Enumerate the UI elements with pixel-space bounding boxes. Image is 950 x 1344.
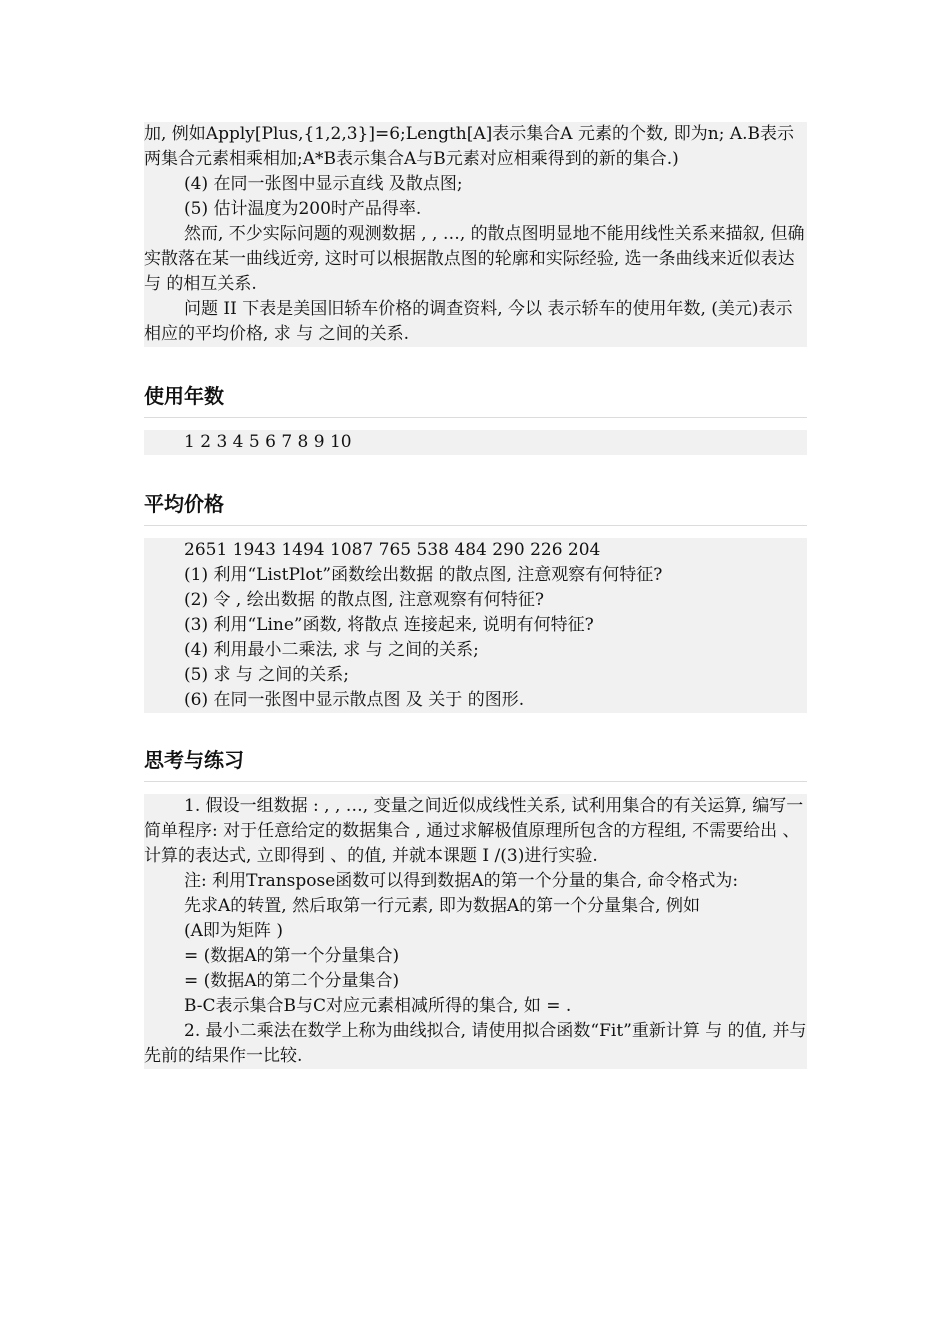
- document-page: [144, 122, 807, 1069]
- step-5-line: (5) 估计温度为200时产品得率.: [184, 199, 422, 219]
- matrix-note: (A即为矩阵 ): [184, 921, 283, 941]
- nonlinear-paragraph: 然而, 不少实际问题的观测数据 , , …, 的散点图明显地不能用线性关系来描叙, 但确实散落在某一曲线近旁, 这时可以根据散点图的轮廓和实际经验, 选一条曲线来近似表达 与 的相互关系.: [144, 224, 805, 294]
- task-item: (6) 在同一张图中显示散点图 及 关于 的图形.: [184, 690, 525, 710]
- price-block: [144, 538, 807, 713]
- first-component-line: = (数据A的第一个分量集合): [184, 946, 400, 966]
- intro-paragraph: 加, 例如Apply[Plus,{1,2,3}]=6;Length[A]表示集合A 元素的个数, 即为n; A.B表示两集合元素相乘相加;A*B表示集合A与B元素对应相乘得到的新的集合.): [144, 124, 795, 169]
- subtraction-note: B-C表示集合B与C对应元素相减所得的集合, 如 = .: [184, 996, 572, 1016]
- price-heading: 平均价格: [144, 489, 807, 526]
- second-component-line: = (数据A的第二个分量集合): [184, 971, 400, 991]
- task-item: (1) 利用“ListPlot”函数绘出数据 的散点图, 注意观察有何特征?: [184, 565, 663, 585]
- step-4-line: (4) 在同一张图中显示直线 及散点图;: [184, 174, 463, 194]
- exercise-block: [144, 794, 807, 1069]
- problem-2-paragraph: 问题 II 下表是美国旧轿车价格的调查资料, 今以 表示轿车的使用年数, (美元)表示相应的平均价格, 求 与 之间的关系.: [144, 299, 793, 344]
- task-item: (3) 利用“Line”函数, 将散点 连接起来, 说明有何特征?: [184, 615, 594, 635]
- transpose-explanation: 先求A的转置, 然后取第一行元素, 即为数据A的第一个分量集合, 例如: [184, 896, 700, 916]
- price-values: 2651 1943 1494 1087 765 538 484 290 226 204: [184, 540, 601, 560]
- years-values: 1 2 3 4 5 6 7 8 9 10: [184, 432, 352, 452]
- years-block: [144, 430, 807, 455]
- task-item: (5) 求 与 之间的关系;: [184, 665, 350, 685]
- task-item: (4) 利用最小二乘法, 求 与 之间的关系;: [184, 640, 479, 660]
- years-heading: 使用年数: [144, 381, 807, 418]
- exercise-heading: 思考与练习: [144, 745, 807, 782]
- intro-block: [144, 122, 807, 347]
- exercise-2-paragraph: 2. 最小二乘法在数学上称为曲线拟合, 请使用拟合函数“Fit”重新计算 与 的值, 并与先前的结果作一比较.: [144, 1021, 807, 1066]
- transpose-note: 注: 利用Transpose函数可以得到数据A的第一个分量的集合, 命令格式为:: [184, 871, 739, 891]
- exercise-1-paragraph: 1. 假设一组数据 : , , …, 变量之间近似成线性关系, 试利用集合的有关运算, 编写一简单程序: 对于任意给定的数据集合 , 通过求解极值原理所包含的方程组, 不需要给出 、计算的表达式, 立即得到 、的值, 并就本课题 I /(3)进行实验.: [144, 796, 804, 866]
- task-item: (2) 令 , 绘出数据 的散点图, 注意观察有何特征?: [184, 590, 545, 610]
